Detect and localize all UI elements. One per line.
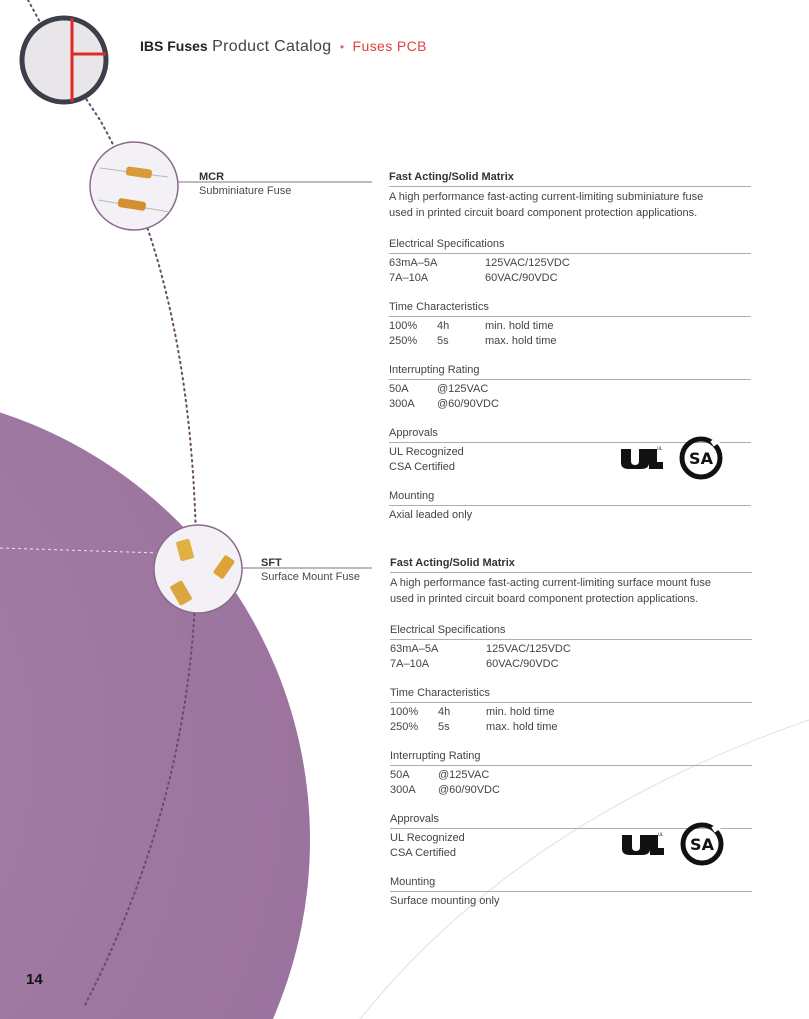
purple-disc: [0, 390, 310, 1019]
description-line: used in printed circuit board component protection applications.: [390, 593, 699, 605]
description-line: A high performance fast-acting current-limiting surface mount fuse: [390, 577, 711, 589]
product-code: MCR: [199, 171, 225, 183]
voltage-rating: 60VAC/90VDC: [485, 272, 558, 284]
time-note: min. hold time: [486, 706, 555, 718]
electrical-row: [390, 642, 752, 657]
time-duration: 5s: [437, 335, 449, 347]
svg-text:SA: SA: [689, 449, 713, 468]
interrupt-current: 50A: [389, 383, 409, 395]
time-row: [390, 705, 752, 720]
mounting-heading: Mounting: [390, 875, 752, 892]
interrupt-current: 50A: [390, 769, 410, 781]
time-percent: 250%: [390, 721, 419, 733]
sft-title: [261, 557, 360, 583]
voltage-rating: 60VAC/90VDC: [486, 658, 559, 670]
time-duration: 4h: [437, 320, 450, 332]
approval-item: UL Recognized: [390, 832, 465, 844]
electrical-row: [390, 657, 752, 672]
interrupt-voltage: @125VAC: [438, 769, 490, 781]
voltage-rating: 125VAC/125VDC: [486, 643, 571, 655]
header-catalog: Product Catalog: [212, 38, 332, 55]
time-duration: 4h: [438, 706, 451, 718]
electrical-heading: Electrical Specifications: [389, 237, 751, 254]
time-duration: 5s: [438, 721, 450, 733]
interrupting-row: [390, 783, 752, 798]
mounting-value: Axial leaded only: [389, 509, 473, 521]
time-heading: Time Characteristics: [389, 300, 751, 317]
interrupting-heading: Interrupting Rating: [390, 749, 752, 766]
time-note: max. hold time: [486, 721, 558, 733]
header-separator: •: [339, 40, 345, 54]
time-percent: 100%: [390, 706, 419, 718]
electrical-row: [389, 256, 751, 271]
time-row: [390, 720, 752, 735]
csa-certified-icon: [679, 436, 723, 480]
time-row: [389, 334, 751, 349]
header-section: Fuses PCB: [352, 38, 427, 54]
type-heading: Fast Acting/Solid Matrix: [390, 556, 752, 573]
interrupting-heading: Interrupting Rating: [389, 363, 751, 380]
ul-recognized-icon: [619, 445, 665, 471]
product-name: Subminiature Fuse: [199, 185, 292, 197]
catalog-header: [140, 38, 427, 56]
header-brand: IBS Fuses: [140, 38, 208, 54]
sft-product-image: [154, 525, 242, 613]
interrupting-row: [389, 382, 751, 397]
mcr-product-image: [90, 142, 178, 230]
sft-spec-column: [390, 556, 752, 921]
ul-recognized-icon: [620, 831, 666, 857]
svg-text:SA: SA: [690, 835, 714, 854]
interrupt-voltage: @125VAC: [437, 383, 489, 395]
time-row: [389, 319, 751, 334]
current-range: 7A–10A: [390, 658, 430, 670]
type-heading: Fast Acting/Solid Matrix: [389, 170, 751, 187]
svg-text:UL: UL: [658, 832, 664, 837]
interrupting-row: [389, 397, 751, 412]
approval-logos: [620, 822, 724, 866]
electrical-heading: Electrical Specifications: [390, 623, 752, 640]
voltage-rating: 125VAC/125VDC: [485, 257, 570, 269]
mcr-title: [199, 171, 291, 197]
current-range: 63mA–5A: [389, 257, 438, 269]
interrupt-current: 300A: [389, 398, 415, 410]
interrupt-voltage: @60/90VDC: [438, 784, 500, 796]
current-range: 7A–10A: [389, 272, 429, 284]
time-note: max. hold time: [485, 335, 557, 347]
approval-item: CSA Certified: [390, 847, 457, 859]
time-percent: 250%: [389, 335, 418, 347]
brand-logo-icon: [22, 18, 106, 102]
interrupt-current: 300A: [390, 784, 416, 796]
time-note: min. hold time: [485, 320, 554, 332]
time-percent: 100%: [389, 320, 418, 332]
approval-item: UL Recognized: [389, 446, 464, 458]
mcr-spec-column: [389, 170, 751, 535]
svg-text:UL: UL: [657, 446, 663, 451]
mounting-value: Surface mounting only: [390, 895, 500, 907]
approval-logos: [619, 436, 723, 480]
time-heading: Time Characteristics: [390, 686, 752, 703]
current-range: 63mA–5A: [390, 643, 439, 655]
mounting-heading: Mounting: [389, 489, 751, 506]
description-line: A high performance fast-acting current-limiting subminiature fuse: [389, 191, 704, 203]
approvals-heading: Approvals: [390, 812, 752, 829]
interrupting-row: [390, 768, 752, 783]
electrical-row: [389, 271, 751, 286]
csa-certified-icon: [680, 822, 724, 866]
page-number: 14: [26, 971, 43, 988]
interrupt-voltage: @60/90VDC: [437, 398, 499, 410]
description-line: used in printed circuit board component protection applications.: [389, 207, 698, 219]
product-name: Surface Mount Fuse: [261, 571, 361, 583]
product-code: SFT: [261, 557, 282, 569]
approvals-heading: Approvals: [389, 426, 751, 443]
approval-item: CSA Certified: [389, 461, 456, 473]
